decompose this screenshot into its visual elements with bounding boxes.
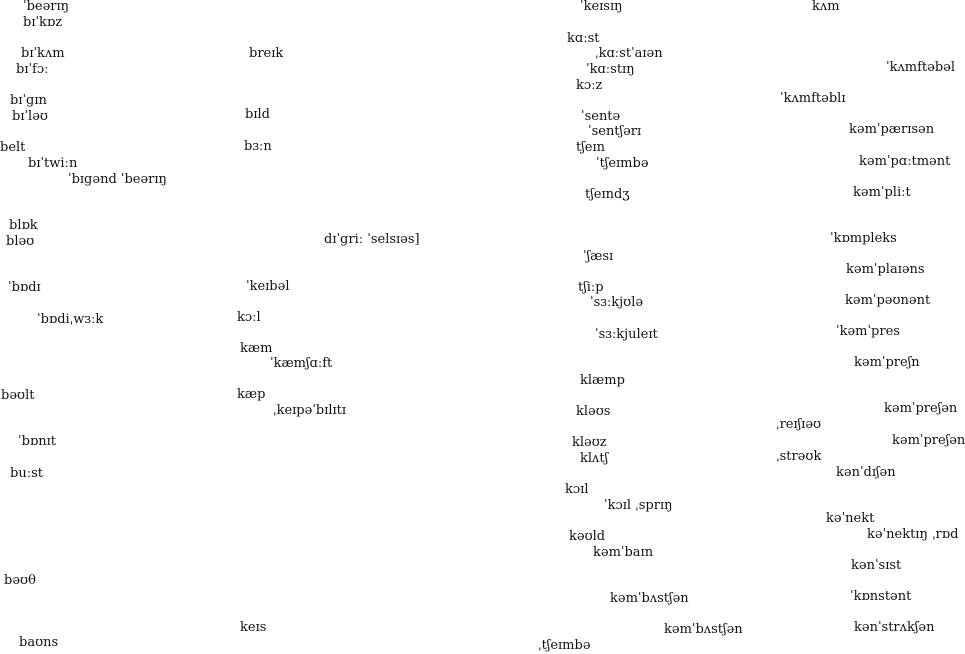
transcription-word: kəmˈbʌstʃən — [664, 622, 743, 637]
transcription-word: ˌtʃeɪmbə — [538, 638, 591, 653]
transcription-word: tʃeɪndʒ — [585, 187, 630, 202]
transcription-word: bləʊ — [6, 234, 35, 249]
transcription-word: bɪld — [245, 107, 270, 122]
transcription-word: ˈsɜːkjʊlə — [590, 295, 644, 310]
transcription-word: kəmˈpliːt — [853, 185, 911, 200]
transcription-word: kəmˈpreʃən — [892, 433, 965, 448]
transcription-word: buːst — [10, 466, 43, 481]
transcription-word: kənˈsɪst — [851, 558, 902, 573]
transcription-word: bɪˈgɪn — [10, 93, 47, 108]
transcription-word: ˈkeɪbəl — [246, 279, 290, 294]
transcription-word: tʃeɪn — [576, 140, 605, 155]
transcription-word: kəˈnektɪŋ ˌrɒd — [867, 527, 959, 542]
transcription-word: kəʊld — [569, 529, 606, 544]
transcription-word: ˈkeɪsɪŋ — [580, 0, 623, 14]
transcription-word: belt — [0, 140, 26, 155]
transcription-word: kɔːz — [576, 78, 603, 93]
transcription-word: klæmp — [580, 373, 625, 388]
transcription-word: klʌtʃ — [580, 451, 609, 466]
transcription-word: ˈbɒnɪt — [18, 434, 56, 449]
transcription-word: kəmˈbaɪn — [593, 545, 654, 560]
transcription-word: ˈsentʃərɪ — [588, 124, 642, 139]
transcription-word: ˈbɒdiˌwɜːk — [37, 312, 104, 327]
transcription-word: ˌreɪʃɪəʊ — [776, 417, 822, 432]
transcription-word: kləʊs — [576, 404, 611, 419]
transcription-word: tʃiːp — [578, 280, 604, 295]
transcription-word: kɑːst — [567, 31, 600, 46]
transcription-word: bəʊθ — [4, 573, 36, 588]
transcription-word: kləʊz — [572, 435, 607, 450]
transcription-word: bɪˈləʊ — [12, 109, 48, 124]
transcription-word: ˈbeərɪŋ — [23, 0, 70, 14]
transcription-word: kəmˈpreʃn — [854, 355, 920, 370]
transcription-word: ˈkæmʃɑːft — [270, 356, 333, 371]
transcription-word: ˌkeɪpəˈbɪlɪtɪ — [273, 403, 347, 418]
transcription-word: kəmˈbʌstʃən — [610, 591, 689, 606]
transcription-word: kɔːl — [237, 310, 261, 325]
transcription-word: ˈkɒnstənt — [850, 589, 912, 604]
transcription-word: dɪˈgriː ˈselsɪəs] — [324, 232, 420, 247]
transcription-word: bɪˈtwiːn — [28, 156, 78, 171]
transcription-word: ˈsɜːkjuleɪt — [595, 327, 658, 342]
transcription-word: bəʊlt — [1, 388, 35, 403]
transcription-word: ˈkɔɪl ˌsprɪŋ — [604, 498, 673, 513]
transcription-word: ˈtʃeɪmbə — [596, 156, 649, 171]
transcription-word: bɪˈkʌm — [21, 46, 65, 61]
transcription-word: kənˈstrʌkʃən — [854, 620, 935, 635]
transcription-word: bɜːn — [244, 139, 272, 154]
transcription-word: ˈkəmˈpres — [836, 324, 900, 339]
transcription-word: keɪs — [240, 620, 267, 635]
transcription-word: ˈkɒmpleks — [830, 231, 897, 246]
transcription-word: kʌm — [812, 0, 840, 14]
transcription-word: ˈkʌmftəbəl — [886, 60, 956, 75]
transcription-word: kæm — [240, 341, 273, 356]
transcription-word: breɪk — [249, 46, 284, 61]
transcription-word: kɔɪl — [565, 482, 589, 497]
transcription-word: ˈkɑːstɪŋ — [586, 62, 635, 77]
transcription-word: kæp — [237, 387, 266, 402]
transcription-word: ˈbɪgənd ˈbeərɪŋ — [68, 172, 167, 187]
transcription-word: kəmˈpəʊnənt — [845, 293, 931, 308]
transcription-word: kəˈnekt — [826, 511, 875, 526]
transcription-word: ˈkʌmftəblɪ — [780, 91, 846, 106]
transcription-word: ˈbɒdɪ — [8, 280, 41, 295]
transcription-word: baʊns — [19, 635, 59, 650]
transcription-word: blɒk — [9, 218, 38, 233]
transcription-word: kəmˈpɑːtmənt — [859, 154, 951, 169]
transcription-word: ˌkɑːstˈaɪən — [595, 46, 663, 61]
transcription-word: ˈsentə — [581, 109, 621, 124]
transcription-word: kəmˈplaɪəns — [846, 262, 925, 277]
transcription-word: bɪˈfɔː — [16, 62, 49, 77]
transcription-word: kənˈdɪʃən — [836, 465, 896, 480]
transcription-word: ˈʃæsɪ — [583, 249, 614, 264]
transcription-word: bɪˈkɒz — [23, 15, 63, 30]
transcription-word: kəmˈpreʃən — [884, 401, 958, 416]
transcription-word: ˌstrəʊk — [776, 449, 822, 464]
transcription-word: kəmˈpærɪsən — [849, 122, 935, 137]
